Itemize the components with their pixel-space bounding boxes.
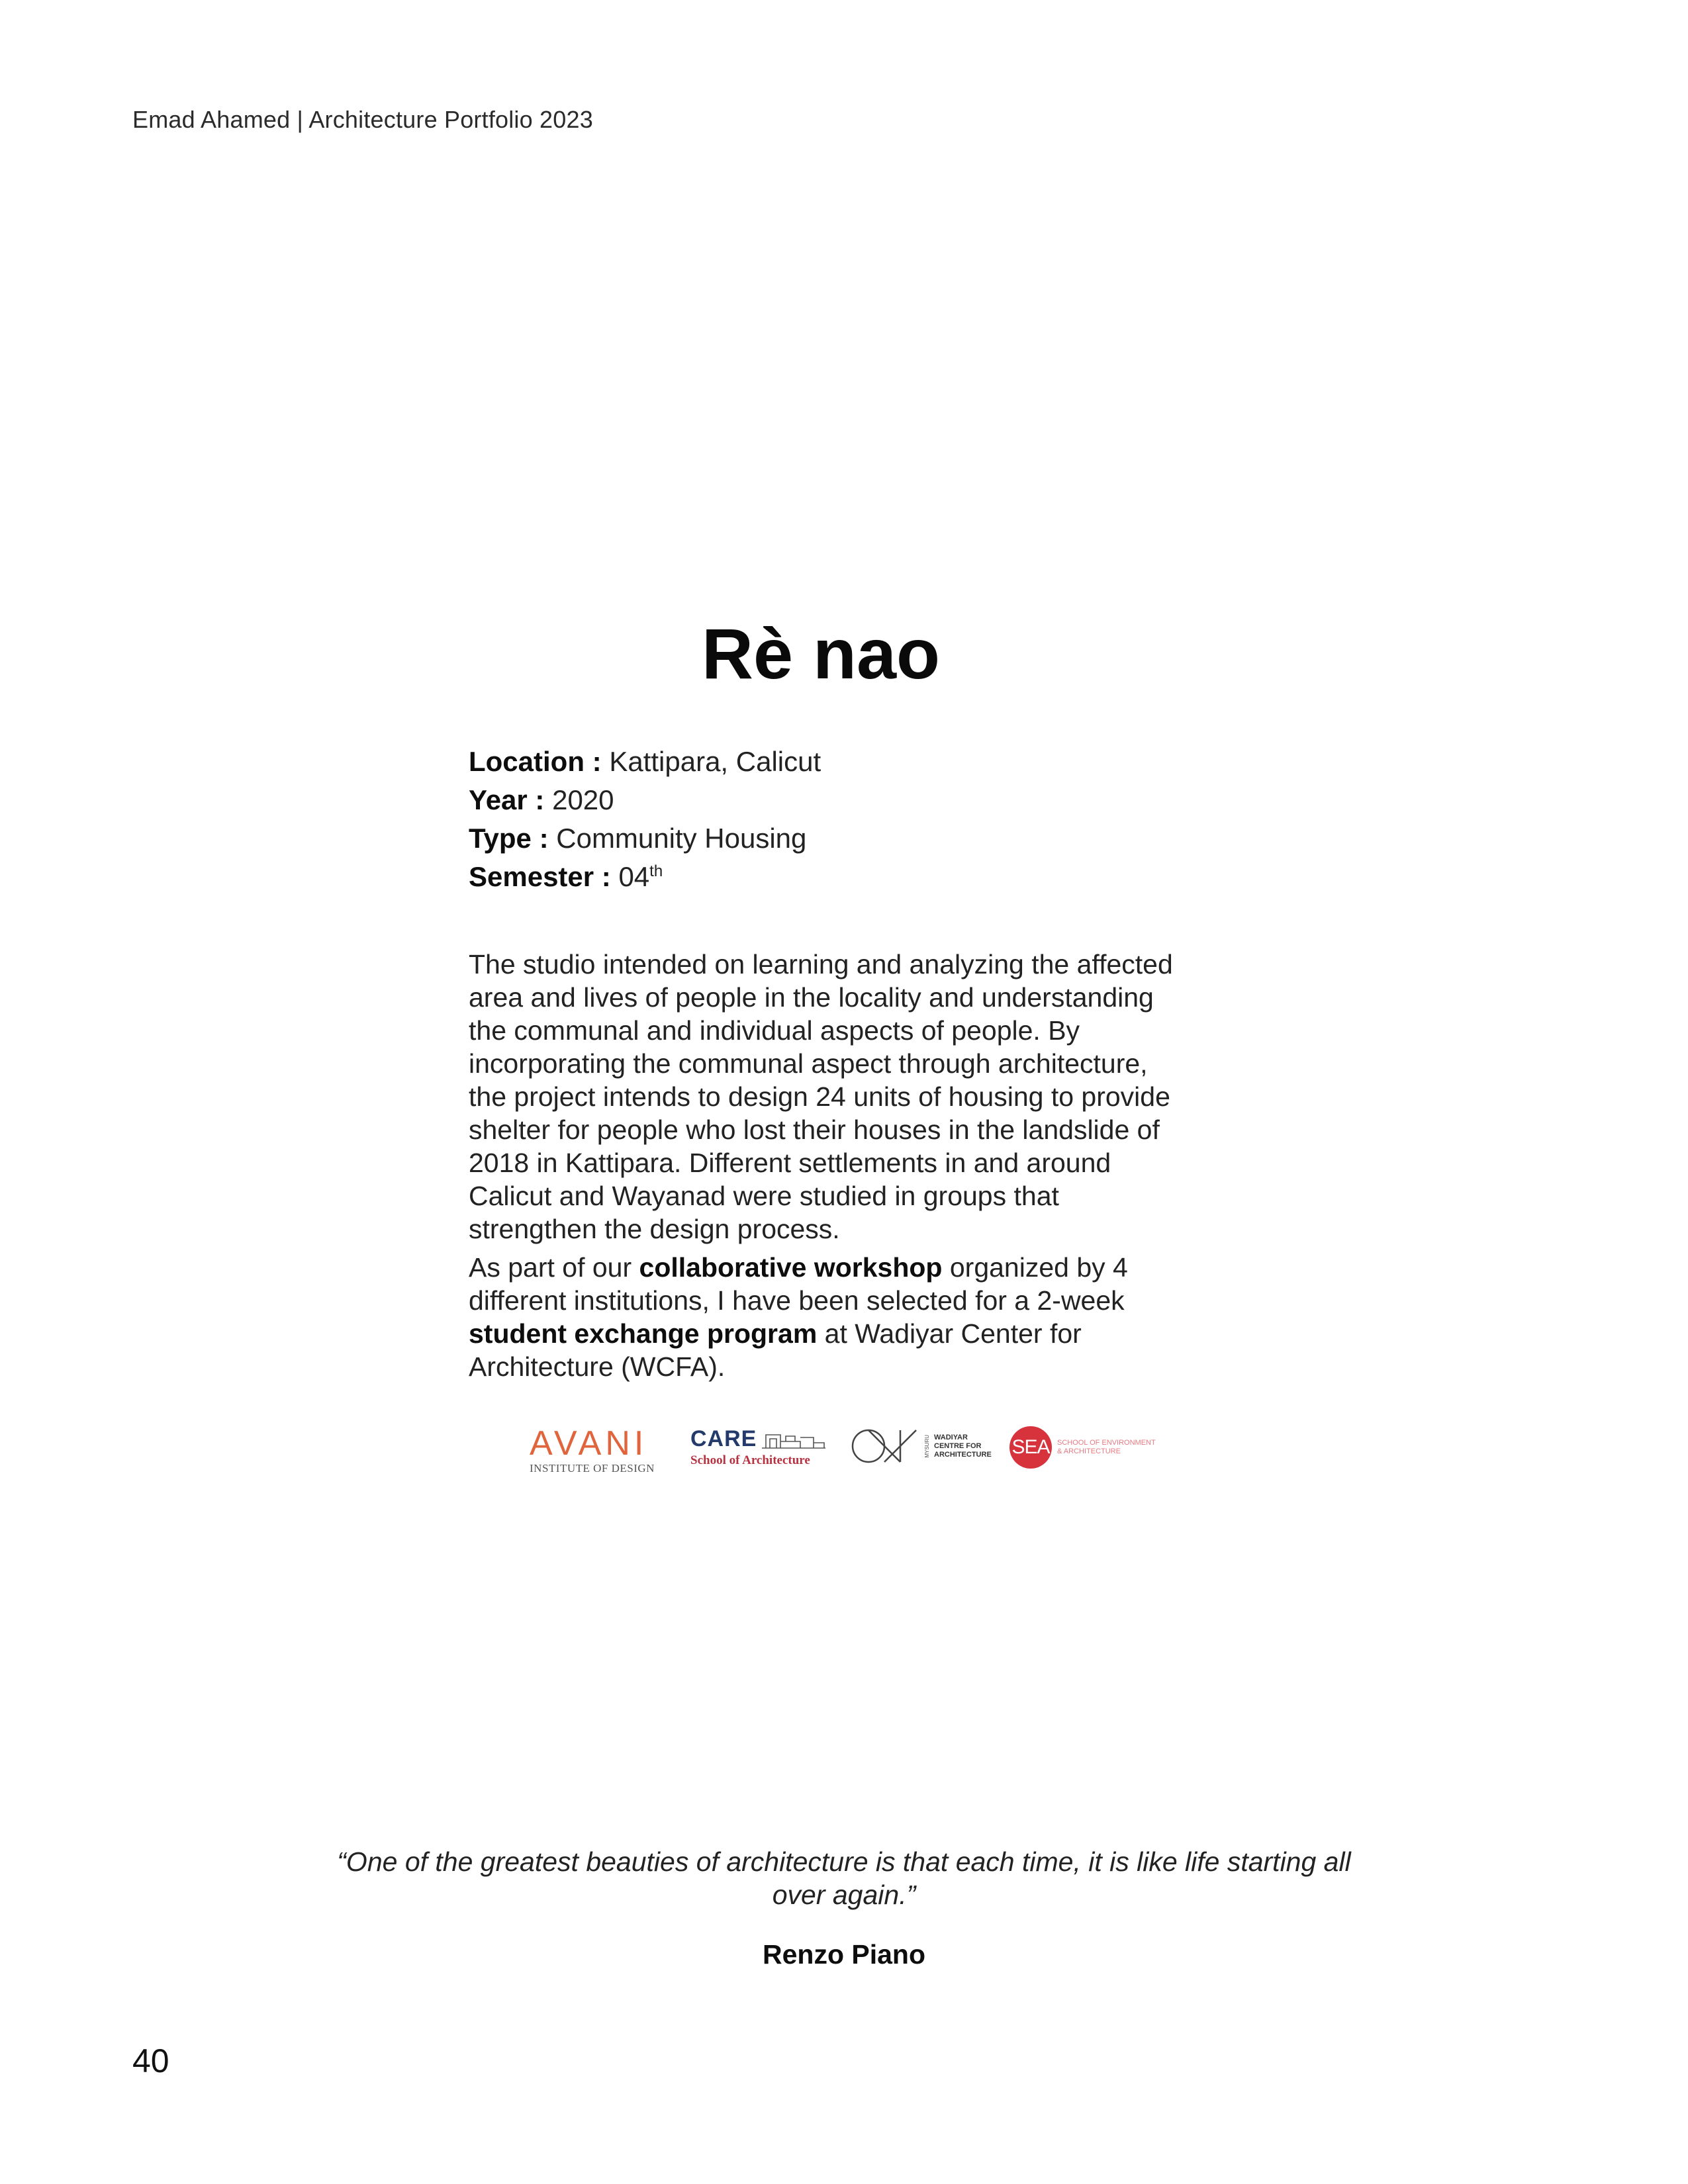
collaborative-workshop-text: collaborative workshop [639,1252,943,1283]
wcfa-line: CENTRE FOR [934,1441,982,1450]
page-number: 40 [132,2042,169,2079]
building-icon [761,1430,827,1449]
project-title: Rè nao [701,614,941,694]
care-wordmark: CARE [690,1426,757,1451]
description-paragraph-1: The studio intended on learning and analyzing the affected area and lives of people in the locality and understanding the communal and individual aspects of people. By incorporating the communal aspect through architecture, the project intends to design 24 units of housing to provide shelter for people who lost their houses in the landslide of 2018 in Kattipara. Different settlements in and around Calicut and Wayanad were studied in groups that strengthen the design process. [469,949,1173,1244]
meta-sup: th [649,862,663,880]
wcfa-text [934,1433,992,1459]
text-run: at Wadiyar Center for Architecture (WCFA). [469,1318,1082,1382]
meta-year [469,781,821,819]
wcfa-line: WADIYAR [934,1433,968,1441]
meta-value: Kattipara, Calicut [609,746,821,777]
sea-logo [1009,1426,1168,1469]
meta-label: Type : [469,823,549,854]
wcfa-vertical-text: MYSURU [924,1434,930,1458]
avani-logo [530,1426,662,1475]
meta-value: 2020 [552,784,614,815]
project-meta [469,743,821,896]
project-description [469,948,1184,1388]
meta-label: Location : [469,746,602,777]
avani-wordmark: AVANI [530,1424,648,1463]
avani-subtitle: INSTITUTE OF DESIGN [530,1462,655,1475]
meta-semester [469,858,821,896]
sea-mark: SEA [1009,1426,1052,1469]
meta-type [469,819,821,858]
wcfa-logo [849,1426,994,1466]
care-subtitle: School of Architecture [690,1453,810,1467]
wcfa-mark-icon [849,1426,920,1466]
portfolio-header: Emad Ahamed | Architecture Portfolio 2023 [132,106,593,133]
care-logo [690,1426,829,1468]
quote-text: “One of the greatest beauties of architecture is that each time, it is like life starting all over again.” [337,1846,1351,1910]
institution-logos [530,1426,1165,1479]
sea-text: SCHOOL OF ENVIRONMENT & ARCHITECTURE [1057,1439,1156,1455]
quote-author: Renzo Piano [762,1939,926,1970]
meta-value: 04 [618,861,650,892]
meta-value: Community Housing [556,823,807,854]
text-run: As part of our [469,1252,639,1283]
description-paragraph-2 [469,1251,1184,1383]
meta-location [469,743,821,781]
wcfa-line: ARCHITECTURE [934,1450,992,1459]
student-exchange-text: student exchange program [469,1318,818,1349]
meta-label: Semester : [469,861,611,892]
meta-label: Year : [469,784,545,815]
text-run: organized by 4 different institutions, I have been selected for a 2-week [469,1252,1128,1316]
